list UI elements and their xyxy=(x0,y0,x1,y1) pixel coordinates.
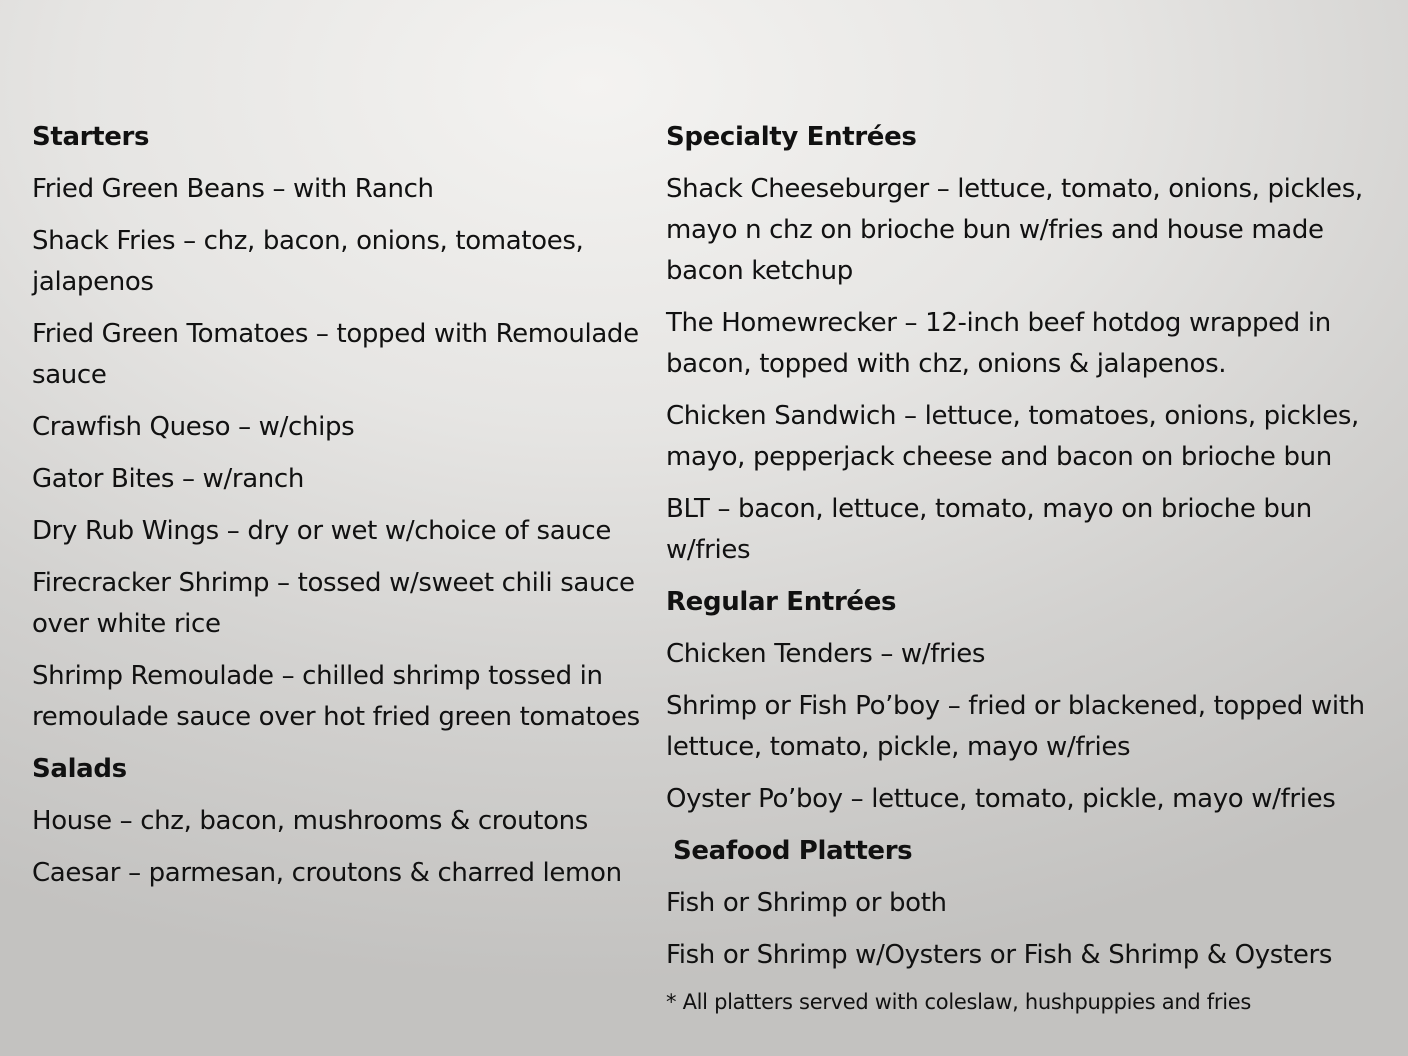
menu-item-shack-cheeseburger: Shack Cheeseburger – lettuce, tomato, onions, pickles, mayo n chz on brioche bun w/fries and house made bacon ketchup xyxy=(666,174,1363,286)
menu-item-firecracker-shrimp: Firecracker Shrimp – tossed w/sweet chili sauce over white rice xyxy=(32,568,635,639)
menu-item-gator-bites: Gator Bites – w/ranch xyxy=(32,464,305,494)
salads-heading: Salads xyxy=(32,754,127,784)
regular-entrees-heading: Regular Entrées xyxy=(666,587,897,617)
menu-item-chicken-sandwich: Chicken Sandwich – lettuce, tomatoes, onions, pickles, mayo, pepperjack cheese and bacon on brioche bun xyxy=(666,401,1359,472)
menu-item-shrimp-fish-poboy: Shrimp or Fish Po’boy – fried or blackened, topped with lettuce, tomato, pickle, mayo w/fries xyxy=(666,691,1365,762)
platters-footnote: * All platters served with coleslaw, hushpuppies and fries xyxy=(666,990,1251,1014)
menu-item-homewrecker: The Homewrecker – 12-inch beef hotdog wrapped in bacon, topped with chz, onions & jalapenos. xyxy=(666,308,1331,379)
menu-item-dry-rub-wings: Dry Rub Wings – dry or wet w/choice of sauce xyxy=(32,516,612,546)
menu-item-caesar-salad: Caesar – parmesan, croutons & charred lemon xyxy=(32,858,622,888)
left-column xyxy=(32,117,647,905)
menu-item-chicken-tenders: Chicken Tenders – w/fries xyxy=(666,639,986,669)
starters-heading: Starters xyxy=(32,122,150,152)
specialty-entrees-heading: Specialty Entrées xyxy=(666,122,917,152)
menu-item-shack-fries: Shack Fries – chz, bacon, onions, tomatoes, jalapenos xyxy=(32,226,584,297)
right-column xyxy=(666,117,1396,1017)
menu-item-fried-green-beans: Fried Green Beans – with Ranch xyxy=(32,174,434,204)
menu-item-fried-green-tomatoes: Fried Green Tomatoes – topped with Remoulade sauce xyxy=(32,319,639,390)
menu-item-fish-or-shrimp: Fish or Shrimp or both xyxy=(666,888,947,918)
menu-item-blt: BLT – bacon, lettuce, tomato, mayo on brioche bun w/fries xyxy=(666,494,1312,565)
menu-item-crawfish-queso: Crawfish Queso – w/chips xyxy=(32,412,355,442)
menu-item-shrimp-remoulade: Shrimp Remoulade – chilled shrimp tossed in remoulade sauce over hot fried green tomatoes xyxy=(32,661,640,732)
menu-item-fish-shrimp-oysters: Fish or Shrimp w/Oysters or Fish & Shrimp & Oysters xyxy=(666,940,1333,970)
menu-item-house-salad: House – chz, bacon, mushrooms & croutons xyxy=(32,806,588,836)
menu-item-oyster-poboy: Oyster Po’boy – lettuce, tomato, pickle, mayo w/fries xyxy=(666,784,1336,814)
seafood-platters-heading: Seafood Platters xyxy=(673,836,913,866)
